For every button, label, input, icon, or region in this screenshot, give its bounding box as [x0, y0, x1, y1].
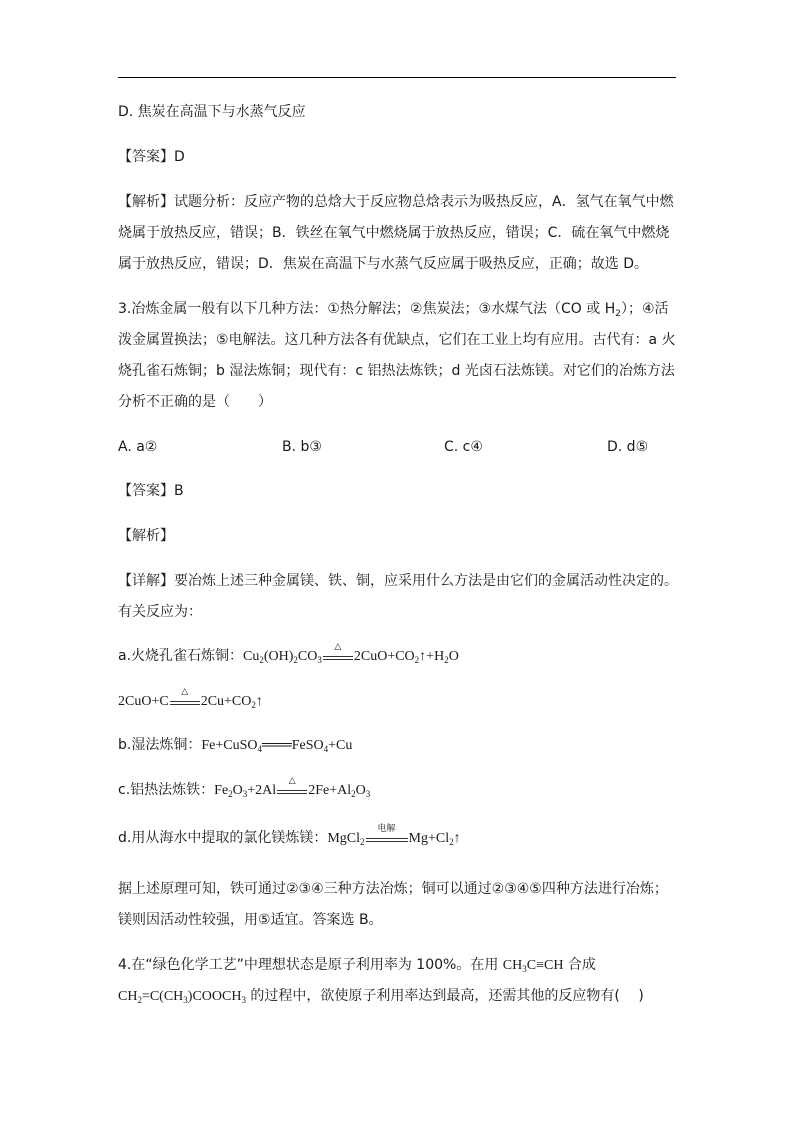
header-rule: [118, 77, 676, 78]
option-c: C. c④: [444, 439, 483, 455]
answer-label: 【答案】B: [118, 483, 184, 499]
analysis-line: 烧属于放热反应，错误；B．铁丝在氧气中燃烧属于放热反应，错误；C．硫在氧气中燃烧: [118, 225, 670, 241]
conclusion-line: 据上述原理可知，铁可通过②③④三种方法冶炼；铜可以通过②③④⑤四种方法进行冶炼；: [118, 881, 668, 897]
electrolysis-condition: 电解: [366, 830, 408, 844]
equation-a2: 2CuO+C △ $2Cu+CO_2↑$: [118, 687, 263, 710]
question-3-stem: 泼金属置换法；⑤电解法。这几种方法各有优缺点，它们在工业上均有应用。古代有：a 火: [118, 332, 676, 348]
analysis-line: 属于放热反应，错误；D．焦炭在高温下与水蒸气反应属于吸热反应，正确；故选 D。: [118, 256, 649, 272]
answer-label: 【答案】D: [118, 149, 185, 165]
analysis-title: 【解析】: [118, 528, 174, 544]
equation-b: b.湿法炼铜：Fe+CuSO$_4$═══FeSO$_4$+Cu: [118, 737, 353, 754]
equation-a: a.火烧孔雀石炼铜：$Cu_2(OH)_2CO_3$ △ $2CuO+CO_2↑+H_2O$: [118, 642, 459, 665]
heat-condition: △: [323, 648, 353, 662]
analysis-line: 【解析】试题分析：反应产物的总焓大于反应物总焓表示为吸热反应，A．氢气在氧气中燃: [118, 194, 674, 210]
equation-d: d.用从海水中提取的氯化镁炼镁：MgCl$_2$ 电解 $Mg+Cl_2↑$: [118, 824, 461, 847]
option-b: B. b③: [282, 439, 322, 455]
question-3-stem: 烧孔雀石炼铜；b 湿法炼铜；现代有：c 铝热法炼铁；d 光卤石法炼镁。对它们的冶炼方法: [118, 363, 675, 379]
heat-condition: △: [170, 693, 200, 707]
option-d-text: D. 焦炭在高温下与水蒸气反应: [118, 104, 306, 120]
question-3-stem: 分析不正确的是（ ）: [118, 394, 272, 410]
equation-c: c.铝热法炼铁：$Fe_2O_3+2Al$ △ $2Fe+Al_2O_3$: [118, 776, 371, 799]
question-4-stem: $CH_2=C(CH_3)COOCH_3$ 的过程中，欲使原子利用率达到最高，还需其他的反应物有( ): [118, 988, 644, 1005]
question-3-stem: 3.冶炼金属一般有以下几种方法：①热分解法；②焦炭法；③水煤气法（CO 或 $H_2$）；④活: [118, 301, 669, 319]
option-d: D. d⑤: [607, 439, 649, 455]
detail-line: 有关反应为：: [118, 604, 202, 620]
question-4-stem: 4.在“绿色化学工艺”中理想状态是原子利用率为 100%。在用 $CH_3C\equiv CH$ 合成: [118, 957, 596, 974]
option-a: A. a②: [118, 439, 158, 455]
conclusion-line: 镁则因活动性较强，用⑤适宜。答案选 B。: [118, 912, 383, 928]
detail-line: 【详解】要冶炼上述三种金属镁、铁、铜，应采用什么方法是由它们的金属活动性决定的。: [118, 573, 678, 589]
heat-condition: △: [277, 782, 307, 796]
